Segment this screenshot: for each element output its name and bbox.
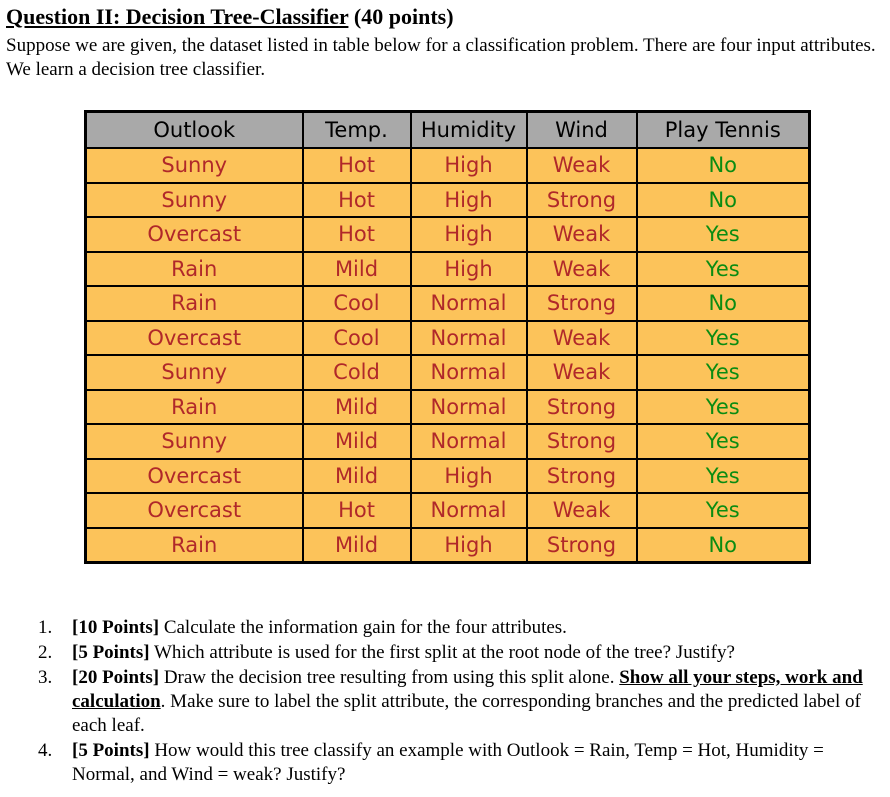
column-header-outlook: Outlook xyxy=(86,112,303,149)
cell-play-tennis: No xyxy=(637,148,810,183)
table-row xyxy=(86,148,810,183)
cell-temp: Mild xyxy=(303,528,411,563)
table-row xyxy=(86,321,810,356)
cell-temp: Mild xyxy=(303,424,411,459)
table-header-row xyxy=(86,112,810,149)
cell-play-tennis: Yes xyxy=(637,355,810,390)
cell-humidity: Normal xyxy=(411,424,527,459)
question-points-label: [10 Points] xyxy=(72,617,160,638)
intro-paragraph: Suppose we are given, the dataset listed in table below for a classification problem. There are four input attributes. We learn a decision tree classifier. xyxy=(6,35,876,80)
cell-wind: Weak xyxy=(527,252,637,287)
table-row xyxy=(86,459,810,494)
question-number: 2. xyxy=(38,642,53,663)
cell-wind: Strong xyxy=(527,286,637,321)
column-header-wind: Wind xyxy=(527,112,637,149)
question-emphasis: Show all your steps, work and calculation xyxy=(72,667,863,712)
table-row xyxy=(86,424,810,459)
cell-temp: Mild xyxy=(303,252,411,287)
question-points-label: [20 Points] xyxy=(72,667,160,688)
cell-wind: Strong xyxy=(527,390,637,425)
column-header-temp: Temp. xyxy=(303,112,411,149)
cell-outlook: Sunny xyxy=(86,183,303,218)
cell-play-tennis: No xyxy=(637,183,810,218)
cell-play-tennis: Yes xyxy=(637,493,810,528)
cell-wind: Weak xyxy=(527,355,637,390)
cell-wind: Weak xyxy=(527,493,637,528)
table-row xyxy=(86,355,810,390)
cell-outlook: Rain xyxy=(86,252,303,287)
cell-wind: Weak xyxy=(527,148,637,183)
cell-play-tennis: Yes xyxy=(637,424,810,459)
cell-outlook: Rain xyxy=(86,390,303,425)
cell-outlook: Overcast xyxy=(86,493,303,528)
table-row xyxy=(86,252,810,287)
cell-temp: Hot xyxy=(303,148,411,183)
cell-temp: Hot xyxy=(303,183,411,218)
question-item xyxy=(38,616,878,640)
table-row xyxy=(86,493,810,528)
cell-wind: Weak xyxy=(527,321,637,356)
question-title xyxy=(6,4,454,30)
cell-outlook: Sunny xyxy=(86,355,303,390)
question-item xyxy=(38,739,878,787)
question-points-label: [5 Points] xyxy=(72,740,150,761)
question-text: Calculate the information gain for the four attributes. xyxy=(159,617,567,638)
cell-wind: Strong xyxy=(527,424,637,459)
cell-play-tennis: Yes xyxy=(637,390,810,425)
cell-play-tennis: Yes xyxy=(637,321,810,356)
cell-temp: Mild xyxy=(303,390,411,425)
cell-temp: Cool xyxy=(303,321,411,356)
cell-wind: Strong xyxy=(527,183,637,218)
cell-temp: Mild xyxy=(303,459,411,494)
question-text: How would this tree classify an example with Outlook = Rain, Temp = Hot, Humidity = Normal, and Wind = weak? Justify? xyxy=(72,740,824,785)
cell-humidity: High xyxy=(411,217,527,252)
question-list xyxy=(38,616,878,788)
cell-humidity: Normal xyxy=(411,355,527,390)
cell-humidity: High xyxy=(411,459,527,494)
table-body xyxy=(86,148,810,563)
table-row xyxy=(86,286,810,321)
table-row xyxy=(86,528,810,563)
question-number: 1. xyxy=(38,617,53,638)
cell-outlook: Overcast xyxy=(86,459,303,494)
cell-humidity: Normal xyxy=(411,321,527,356)
table-row xyxy=(86,217,810,252)
cell-play-tennis: No xyxy=(637,528,810,563)
cell-wind: Strong xyxy=(527,528,637,563)
column-header-play-tennis: Play Tennis xyxy=(637,112,810,149)
cell-play-tennis: Yes xyxy=(637,459,810,494)
cell-humidity: High xyxy=(411,148,527,183)
question-heading: Question II: Decision Tree-Classifier xyxy=(6,4,349,29)
dataset-table-container xyxy=(84,110,808,564)
cell-outlook: Overcast xyxy=(86,321,303,356)
cell-temp: Hot xyxy=(303,217,411,252)
cell-play-tennis: No xyxy=(637,286,810,321)
cell-humidity: High xyxy=(411,528,527,563)
question-item xyxy=(38,666,878,738)
table-row xyxy=(86,183,810,218)
cell-outlook: Overcast xyxy=(86,217,303,252)
cell-play-tennis: Yes xyxy=(637,252,810,287)
cell-humidity: Normal xyxy=(411,286,527,321)
cell-humidity: High xyxy=(411,183,527,218)
question-number: 3. xyxy=(38,667,53,688)
table-row xyxy=(86,390,810,425)
question-text: Which attribute is used for the first split at the root node of the tree? Justify? xyxy=(149,642,735,663)
cell-outlook: Sunny xyxy=(86,148,303,183)
cell-temp: Cold xyxy=(303,355,411,390)
cell-temp: Hot xyxy=(303,493,411,528)
column-header-humidity: Humidity xyxy=(411,112,527,149)
cell-humidity: Normal xyxy=(411,493,527,528)
cell-humidity: Normal xyxy=(411,390,527,425)
cell-temp: Cool xyxy=(303,286,411,321)
cell-outlook: Sunny xyxy=(86,424,303,459)
question-text-after: . Make sure to label the split attribute, the corresponding branches and the predicted label of each leaf. xyxy=(72,691,861,736)
question-number: 4. xyxy=(38,740,53,761)
question-points: (40 points) xyxy=(348,4,454,29)
dataset-table xyxy=(84,110,811,564)
cell-wind: Strong xyxy=(527,459,637,494)
cell-outlook: Rain xyxy=(86,286,303,321)
question-text: Draw the decision tree resulting from using this split alone. xyxy=(159,667,620,688)
cell-wind: Weak xyxy=(527,217,637,252)
cell-outlook: Rain xyxy=(86,528,303,563)
question-item xyxy=(38,641,878,665)
cell-humidity: High xyxy=(411,252,527,287)
question-points-label: [5 Points] xyxy=(72,642,150,663)
cell-play-tennis: Yes xyxy=(637,217,810,252)
